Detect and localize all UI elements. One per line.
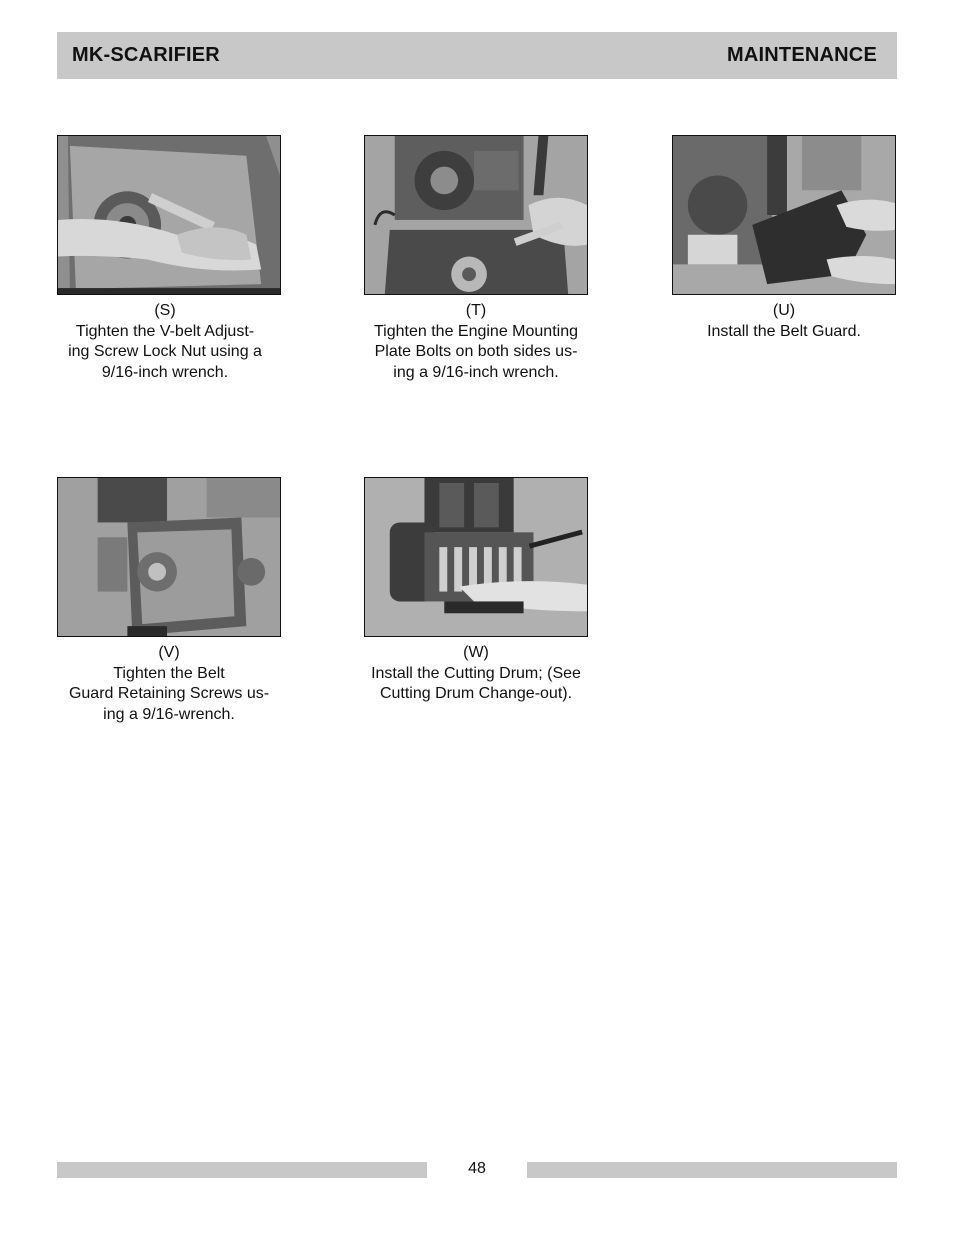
caption-line: Tighten the Engine Mounting [374,322,578,340]
footer-bar-left [57,1162,427,1178]
caption-line: Tighten the Belt [113,664,225,682]
caption-line: ing a 9/16-wrench. [103,705,235,723]
caption-t [356,301,596,383]
photo-v-belt-guard-screws [57,477,281,637]
caption-line: Plate Bolts on both sides us- [374,343,578,360]
figure-letter: (W) [463,644,489,661]
caption-v [49,643,289,725]
document-title: MK-SCARIFIER [72,44,220,66]
footer-bar-right [527,1162,897,1178]
caption-w [356,643,596,705]
figure-letter: (T) [465,302,487,319]
caption-line: Cutting Drum Change-out). [379,685,573,702]
figure-letter: (S) [154,302,176,319]
caption-line: Tighten the V-belt Adjust- [75,322,255,340]
caption-line: ing Screw Lock Nut using a [68,343,262,360]
photo-t-engine-mounting [364,135,588,295]
figure-letter: (V) [158,644,180,661]
header-bar [57,32,897,79]
caption-line: ing a 9/16-inch wrench. [393,363,559,381]
photo-s-vbelt-adjust [57,135,281,295]
caption-s [45,301,285,383]
figure-letter: (U) [772,302,796,319]
caption-line: Install the Cutting Drum; (See [371,664,581,682]
caption-line: Install the Belt Guard. [707,322,861,340]
photo-w-cutting-drum [364,477,588,637]
photo-u-belt-guard [672,135,896,295]
caption-line: Guard Retaining Screws us- [68,685,270,702]
caption-line: 9/16-inch wrench. [101,363,229,381]
caption-u [664,301,904,342]
section-title: MAINTENANCE [727,44,877,66]
page-number: 48 [468,1160,486,1177]
